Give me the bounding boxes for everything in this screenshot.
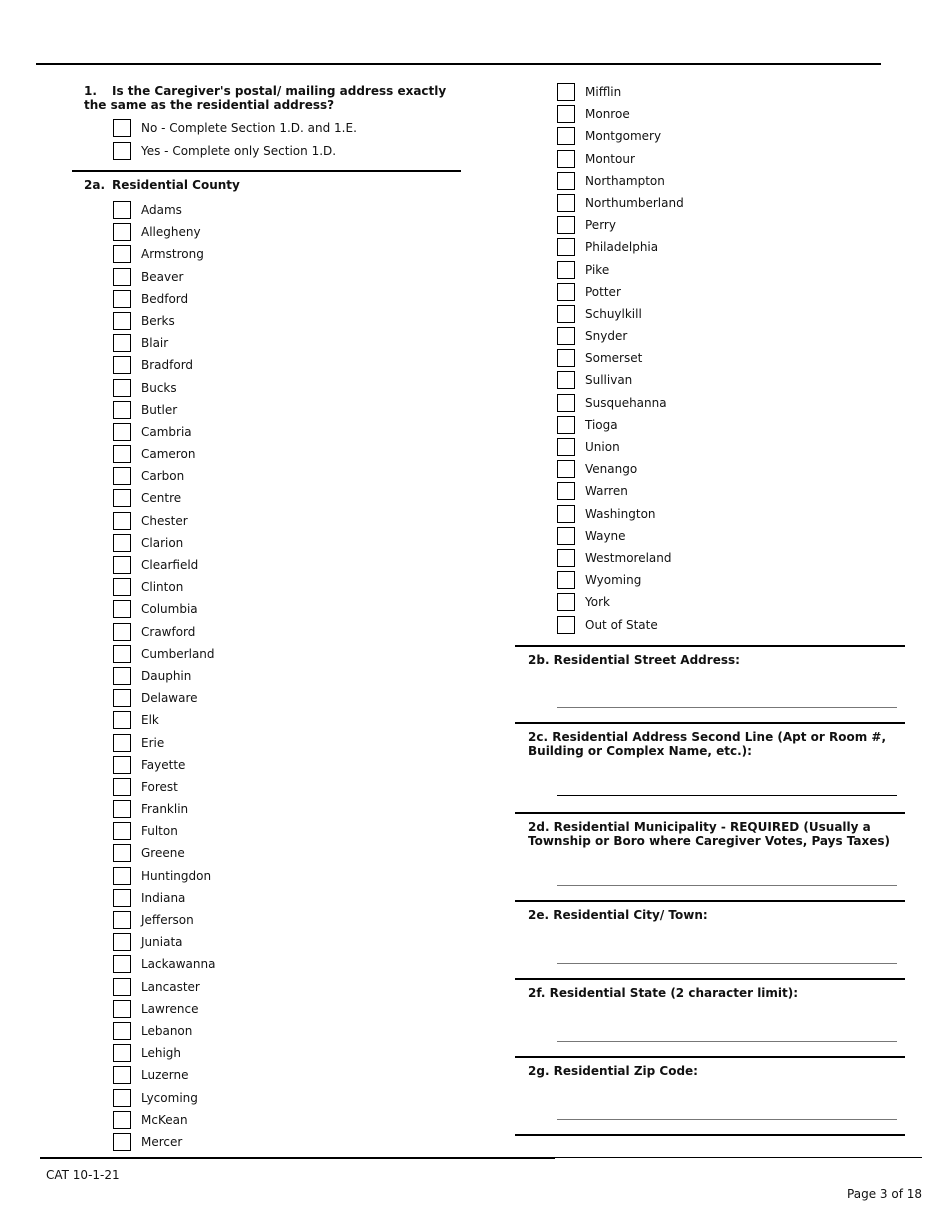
county-label: Lehigh [141,1046,182,1061]
county-label: Crawford [141,624,196,639]
checkbox[interactable] [113,734,131,752]
question-1-divider [72,170,461,172]
checkbox[interactable] [557,571,575,589]
county-label: Lancaster [141,979,200,994]
checkbox[interactable] [557,438,575,456]
county-label: Cambria [141,424,192,439]
residential-zip-code-field[interactable] [557,1103,897,1120]
residential-municipality-field[interactable] [557,869,897,886]
county-label: Pike [585,262,610,277]
checkbox[interactable] [113,844,131,862]
county-label: Indiana [141,890,186,905]
county-label: Carbon [141,469,185,484]
county-label: Potter [585,284,621,299]
county-label: Lawrence [141,1001,199,1016]
checkbox[interactable] [557,216,575,234]
county-label: Blair [141,336,169,351]
checkbox[interactable] [113,356,131,374]
checkbox[interactable] [557,261,575,279]
county-label: Jefferson [141,913,194,927]
checkbox[interactable] [113,534,131,552]
county-label: Out of State [585,617,658,632]
county-label: Elk [141,713,159,728]
checkbox[interactable] [113,667,131,685]
checkbox[interactable] [557,172,575,190]
section-2f [515,980,905,1057]
checkbox[interactable] [557,527,575,545]
section-2c [515,724,905,812]
checkbox[interactable] [557,416,575,434]
county-label: York [585,595,610,610]
county-label: Mifflin [585,85,622,99]
section-2g-label: 2g. Residential Zip Code: [528,1064,698,1078]
county-label: Monroe [585,107,630,122]
checkbox[interactable] [113,268,131,286]
county-label: Berks [141,313,175,328]
checkbox[interactable] [557,349,575,367]
county-label: Columbia [141,602,198,617]
checkbox[interactable] [113,119,131,137]
county-label: Wayne [585,528,626,543]
checkbox[interactable] [113,867,131,885]
county-label: Luzerne [141,1068,189,1083]
checkbox[interactable] [113,711,131,729]
county-label: Lycoming [141,1090,198,1105]
county-label: Franklin [141,802,189,817]
county-label: Bradford [141,358,194,373]
county-label: Juniata [141,935,183,950]
county-label: Northumberland [585,195,684,210]
top-rule [36,63,881,65]
residential-address-second-line-field[interactable] [557,779,897,796]
checkbox[interactable] [557,549,575,567]
county-label: Warren [585,484,628,499]
county-label: Clearfield [141,558,199,572]
checkbox[interactable] [557,327,575,345]
county-label: McKean [141,1112,188,1127]
page-number: Page 3 of 18 [847,1187,922,1201]
checkbox[interactable] [113,556,131,574]
section-2g-bottom-rule [515,1134,905,1136]
checkbox[interactable] [113,1022,131,1040]
county-label: Clinton [141,580,184,595]
county-label: Somerset [585,351,643,366]
checkbox[interactable] [113,623,131,641]
checkbox[interactable] [113,1044,131,1062]
county-label: Montgomery [585,129,662,144]
checkbox[interactable] [557,105,575,123]
residential-city-town-field[interactable] [557,947,897,964]
county-label: Snyder [585,329,628,344]
checkbox[interactable] [113,1133,131,1151]
county-label: Northampton [585,173,665,188]
county-label: Adams [141,203,182,217]
checkbox[interactable] [113,600,131,618]
county-label: Philadelphia [585,240,659,255]
county-label: Armstrong [141,247,204,262]
question-2a [84,178,240,192]
county-label: Wyoming [585,573,642,588]
section-2g [515,1058,905,1135]
county-label: Cameron [141,447,196,462]
checkbox[interactable] [113,142,131,160]
checkbox[interactable] [113,489,131,507]
checkbox[interactable] [113,889,131,907]
county-label: Greene [141,846,185,861]
checkbox[interactable] [113,290,131,308]
section-2e [515,902,905,979]
checkbox[interactable] [557,593,575,611]
county-label: Beaver [141,269,184,284]
form-id: CAT 10-1-21 [46,1168,120,1182]
checkbox[interactable] [113,201,131,219]
residential-state-field[interactable] [557,1025,897,1042]
county-label: Lebanon [141,1023,193,1038]
section-2b-label: 2b. Residential Street Address: [528,653,740,667]
section-2c-label: 2c. Residential Address Second Line (Apt or Room #, Building or Complex Name, etc.): [528,730,887,758]
checkbox[interactable] [113,689,131,707]
checkbox[interactable] [113,1000,131,1018]
checkbox[interactable] [113,1089,131,1107]
question-1 [84,84,454,112]
checkbox[interactable] [557,150,575,168]
county-label: Chester [141,513,188,528]
checkbox[interactable] [113,245,131,263]
county-label: Bucks [141,380,177,395]
question-2a-title: Residential County [112,178,240,192]
checkbox[interactable] [557,460,575,478]
county-label: Forest [141,779,178,794]
question-2a-number: 2a. [84,178,106,192]
option-label: No - Complete Section 1.D. and 1.E. [141,121,357,135]
checkbox[interactable] [113,1111,131,1129]
county-label: Clarion [141,535,184,550]
checkbox[interactable] [557,127,575,145]
checkbox[interactable] [113,512,131,530]
checkbox[interactable] [113,223,131,241]
option-label: Yes - Complete only Section 1.D. [141,144,337,158]
county-label: Schuylkill [585,306,642,321]
checkbox[interactable] [113,467,131,485]
county-label: Butler [141,402,178,417]
county-label: Susquehanna [585,395,667,410]
checkbox[interactable] [113,911,131,929]
county-label: Allegheny [141,225,201,240]
county-label: Montour [585,151,635,166]
question-1-number: 1. [84,84,97,98]
checkbox[interactable] [557,394,575,412]
county-label: Cumberland [141,646,215,661]
county-label: Perry [585,218,616,233]
bottom-rule-right [555,1157,922,1158]
county-label: Sullivan [585,373,633,388]
county-label: Venango [585,462,638,477]
bottom-rule-left [40,1157,555,1159]
checkbox[interactable] [113,379,131,397]
section-2b [515,647,905,724]
checkbox[interactable] [557,371,575,389]
checkbox[interactable] [113,933,131,951]
checkbox[interactable] [557,194,575,212]
checkbox[interactable] [557,482,575,500]
checkbox[interactable] [557,305,575,323]
county-label: Fulton [141,824,178,839]
county-label: Delaware [141,691,198,706]
section-2d [515,814,905,902]
section-2f-label: 2f. Residential State (2 character limit): [528,986,799,1000]
county-label: Bedford [141,291,189,306]
checkbox[interactable] [113,1066,131,1084]
checkbox[interactable] [557,83,575,101]
county-label: Mercer [141,1134,183,1149]
county-label: Huntingdon [141,868,212,883]
county-label: Tioga [585,417,618,432]
checkbox[interactable] [557,283,575,301]
county-label: Washington [585,506,656,521]
checkbox[interactable] [113,955,131,973]
checkbox[interactable] [557,238,575,256]
checkbox[interactable] [113,645,131,663]
county-label: Dauphin [141,668,192,683]
checkbox[interactable] [113,822,131,840]
checkbox[interactable] [113,312,131,330]
question-1-text: Is the Caregiver's postal/ mailing address exactly the same as the residential address? [84,84,447,112]
checkbox[interactable] [113,445,131,463]
county-label: Centre [141,491,182,506]
checkbox[interactable] [557,505,575,523]
checkbox[interactable] [113,334,131,352]
checkbox[interactable] [557,616,575,634]
county-label: Lackawanna [141,957,216,972]
section-2e-label: 2e. Residential City/ Town: [528,908,708,922]
checkbox[interactable] [113,756,131,774]
checkbox[interactable] [113,401,131,419]
checkbox[interactable] [113,778,131,796]
county-label: Union [585,440,620,454]
checkbox[interactable] [113,800,131,818]
county-label: Westmoreland [585,550,672,565]
checkbox[interactable] [113,423,131,441]
section-2d-label: 2d. Residential Municipality - REQUIRED (Usually a Township or Boro where Caregiver Votes, Pays Taxes) [528,820,891,848]
residential-street-address-field[interactable] [557,691,897,708]
checkbox[interactable] [113,978,131,996]
checkbox[interactable] [113,578,131,596]
county-label: Erie [141,735,165,750]
county-label: Fayette [141,757,186,772]
